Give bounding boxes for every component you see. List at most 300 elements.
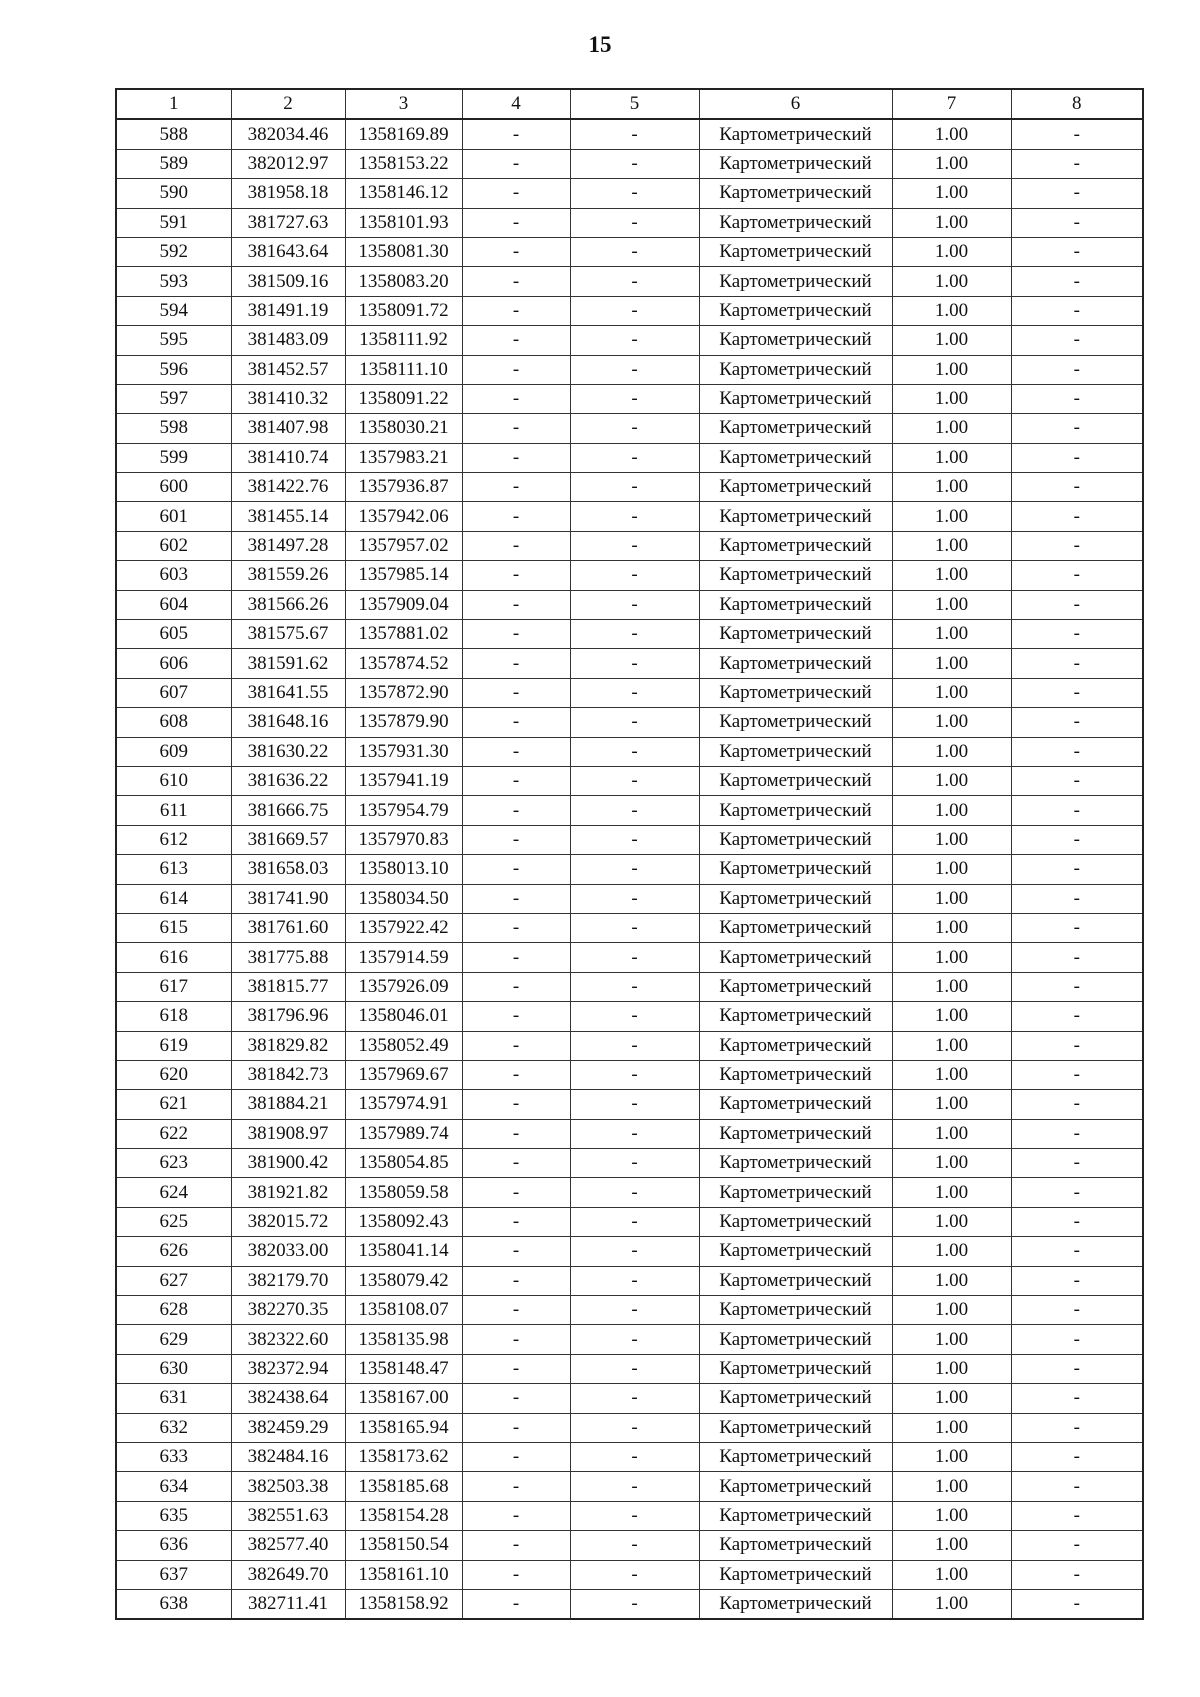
- accuracy-value: 1.00: [892, 267, 1011, 296]
- method-value: Картометрический: [699, 620, 892, 649]
- column-4-value: -: [462, 179, 570, 208]
- column-8-value: -: [1011, 1501, 1143, 1530]
- column-header: 1: [116, 89, 231, 119]
- point-number: 621: [116, 1090, 231, 1119]
- coordinate-y: 1358185.68: [345, 1472, 462, 1501]
- column-4-value: -: [462, 1325, 570, 1354]
- table-row: [116, 1384, 1143, 1413]
- coordinate-x: 381796.96: [231, 1002, 345, 1031]
- column-5-value: -: [570, 1354, 699, 1383]
- coordinate-x: 381727.63: [231, 208, 345, 237]
- accuracy-value: 1.00: [892, 1354, 1011, 1383]
- point-number: 599: [116, 443, 231, 472]
- accuracy-value: 1.00: [892, 237, 1011, 266]
- method-value: Картометрический: [699, 1119, 892, 1148]
- column-4-value: -: [462, 473, 570, 502]
- column-5-value: -: [570, 414, 699, 443]
- accuracy-value: 1.00: [892, 620, 1011, 649]
- coordinate-y: 1357909.04: [345, 590, 462, 619]
- coordinate-y: 1358030.21: [345, 414, 462, 443]
- method-value: Картометрический: [699, 355, 892, 384]
- column-5-value: -: [570, 1413, 699, 1442]
- table-row: [116, 1178, 1143, 1207]
- coordinate-x: 381566.26: [231, 590, 345, 619]
- column-4-value: -: [462, 531, 570, 560]
- column-header: 6: [699, 89, 892, 119]
- column-8-value: -: [1011, 1472, 1143, 1501]
- point-number: 623: [116, 1149, 231, 1178]
- column-5-value: -: [570, 119, 699, 149]
- column-8-value: -: [1011, 208, 1143, 237]
- point-number: 638: [116, 1589, 231, 1619]
- coordinate-y: 1357942.06: [345, 502, 462, 531]
- accuracy-value: 1.00: [892, 561, 1011, 590]
- coordinate-y: 1357970.83: [345, 825, 462, 854]
- table-row: [116, 766, 1143, 795]
- column-5-value: -: [570, 855, 699, 884]
- column-8-value: -: [1011, 1325, 1143, 1354]
- column-8-value: -: [1011, 590, 1143, 619]
- table-row: [116, 561, 1143, 590]
- coordinate-y: 1358167.00: [345, 1384, 462, 1413]
- coordinate-y: 1358111.10: [345, 355, 462, 384]
- column-4-value: -: [462, 237, 570, 266]
- column-5-value: -: [570, 1531, 699, 1560]
- accuracy-value: 1.00: [892, 1413, 1011, 1442]
- coordinate-x: 382459.29: [231, 1413, 345, 1442]
- point-number: 594: [116, 296, 231, 325]
- column-5-value: -: [570, 1472, 699, 1501]
- coordinate-y: 1358079.42: [345, 1266, 462, 1295]
- column-8-value: -: [1011, 1178, 1143, 1207]
- column-5-value: -: [570, 208, 699, 237]
- coordinate-x: 382012.97: [231, 149, 345, 178]
- coordinate-y: 1357881.02: [345, 620, 462, 649]
- point-number: 589: [116, 149, 231, 178]
- table-row: [116, 443, 1143, 472]
- coordinate-y: 1358092.43: [345, 1207, 462, 1236]
- point-number: 595: [116, 326, 231, 355]
- table-row: [116, 1060, 1143, 1089]
- accuracy-value: 1.00: [892, 1384, 1011, 1413]
- accuracy-value: 1.00: [892, 502, 1011, 531]
- point-number: 615: [116, 913, 231, 942]
- column-8-value: -: [1011, 825, 1143, 854]
- column-8-value: -: [1011, 649, 1143, 678]
- method-value: Картометрический: [699, 1325, 892, 1354]
- accuracy-value: 1.00: [892, 1060, 1011, 1089]
- table-row: [116, 1501, 1143, 1530]
- table-row: [116, 1472, 1143, 1501]
- accuracy-value: 1.00: [892, 1589, 1011, 1619]
- column-8-value: -: [1011, 1531, 1143, 1560]
- column-header: 5: [570, 89, 699, 119]
- column-4-value: -: [462, 708, 570, 737]
- point-number: 601: [116, 502, 231, 531]
- column-4-value: -: [462, 1442, 570, 1471]
- accuracy-value: 1.00: [892, 531, 1011, 560]
- point-number: 618: [116, 1002, 231, 1031]
- coordinate-y: 1358154.28: [345, 1501, 462, 1530]
- column-8-value: -: [1011, 1266, 1143, 1295]
- coordinate-x: 381658.03: [231, 855, 345, 884]
- coordinate-y: 1358150.54: [345, 1531, 462, 1560]
- column-8-value: -: [1011, 1560, 1143, 1589]
- column-header: 4: [462, 89, 570, 119]
- table-row: [116, 237, 1143, 266]
- column-5-value: -: [570, 1501, 699, 1530]
- column-8-value: -: [1011, 1031, 1143, 1060]
- table-row: [116, 1325, 1143, 1354]
- column-4-value: -: [462, 590, 570, 619]
- table-row: [116, 1560, 1143, 1589]
- point-number: 600: [116, 473, 231, 502]
- coordinate-x: 381921.82: [231, 1178, 345, 1207]
- accuracy-value: 1.00: [892, 1002, 1011, 1031]
- method-value: Картометрический: [699, 737, 892, 766]
- column-4-value: -: [462, 737, 570, 766]
- coordinate-x: 382711.41: [231, 1589, 345, 1619]
- method-value: Картометрический: [699, 119, 892, 149]
- coordinate-x: 382033.00: [231, 1237, 345, 1266]
- coordinate-x: 381559.26: [231, 561, 345, 590]
- accuracy-value: 1.00: [892, 913, 1011, 942]
- table-row: [116, 1207, 1143, 1236]
- column-4-value: -: [462, 943, 570, 972]
- accuracy-value: 1.00: [892, 1442, 1011, 1471]
- method-value: Картометрический: [699, 1560, 892, 1589]
- table-row: [116, 620, 1143, 649]
- column-4-value: -: [462, 855, 570, 884]
- point-number: 637: [116, 1560, 231, 1589]
- column-4-value: -: [462, 1031, 570, 1060]
- column-header: 2: [231, 89, 345, 119]
- accuracy-value: 1.00: [892, 443, 1011, 472]
- coordinate-y: 1357926.09: [345, 972, 462, 1001]
- column-5-value: -: [570, 355, 699, 384]
- column-4-value: -: [462, 119, 570, 149]
- point-number: 588: [116, 119, 231, 149]
- column-4-value: -: [462, 1237, 570, 1266]
- coordinate-y: 1358148.47: [345, 1354, 462, 1383]
- column-8-value: -: [1011, 972, 1143, 1001]
- column-8-value: -: [1011, 267, 1143, 296]
- column-5-value: -: [570, 1560, 699, 1589]
- coordinate-x: 381900.42: [231, 1149, 345, 1178]
- point-number: 611: [116, 796, 231, 825]
- coordinate-y: 1358111.92: [345, 326, 462, 355]
- method-value: Картометрический: [699, 1266, 892, 1295]
- coordinate-x: 381741.90: [231, 884, 345, 913]
- coordinate-x: 381761.60: [231, 913, 345, 942]
- method-value: Картометрический: [699, 267, 892, 296]
- column-5-value: -: [570, 1589, 699, 1619]
- coordinate-y: 1358153.22: [345, 149, 462, 178]
- accuracy-value: 1.00: [892, 414, 1011, 443]
- column-4-value: -: [462, 1472, 570, 1501]
- method-value: Картометрический: [699, 1442, 892, 1471]
- column-4-value: -: [462, 149, 570, 178]
- coordinate-y: 1358013.10: [345, 855, 462, 884]
- column-4-value: -: [462, 1560, 570, 1589]
- point-number: 635: [116, 1501, 231, 1530]
- accuracy-value: 1.00: [892, 943, 1011, 972]
- column-5-value: -: [570, 1237, 699, 1266]
- point-number: 631: [116, 1384, 231, 1413]
- method-value: Картометрический: [699, 913, 892, 942]
- point-number: 614: [116, 884, 231, 913]
- table-row: [116, 796, 1143, 825]
- column-8-value: -: [1011, 855, 1143, 884]
- column-5-value: -: [570, 1325, 699, 1354]
- column-4-value: -: [462, 443, 570, 472]
- coordinate-x: 381815.77: [231, 972, 345, 1001]
- coordinate-x: 381455.14: [231, 502, 345, 531]
- point-number: 609: [116, 737, 231, 766]
- point-number: 598: [116, 414, 231, 443]
- point-number: 630: [116, 1354, 231, 1383]
- table-row: [116, 708, 1143, 737]
- accuracy-value: 1.00: [892, 1031, 1011, 1060]
- column-5-value: -: [570, 1119, 699, 1148]
- method-value: Картометрический: [699, 561, 892, 590]
- column-4-value: -: [462, 1531, 570, 1560]
- coordinate-x: 381410.74: [231, 443, 345, 472]
- column-5-value: -: [570, 1207, 699, 1236]
- column-5-value: -: [570, 766, 699, 795]
- column-4-value: -: [462, 1002, 570, 1031]
- coordinate-y: 1357914.59: [345, 943, 462, 972]
- table-row: [116, 384, 1143, 413]
- table-header-row: [116, 89, 1143, 119]
- coordinate-x: 382577.40: [231, 1531, 345, 1560]
- column-8-value: -: [1011, 296, 1143, 325]
- column-5-value: -: [570, 1060, 699, 1089]
- column-8-value: -: [1011, 766, 1143, 795]
- accuracy-value: 1.00: [892, 590, 1011, 619]
- method-value: Картометрический: [699, 1002, 892, 1031]
- table-row: [116, 296, 1143, 325]
- column-5-value: -: [570, 590, 699, 619]
- point-number: 602: [116, 531, 231, 560]
- method-value: Картометрический: [699, 443, 892, 472]
- column-5-value: -: [570, 1002, 699, 1031]
- method-value: Картометрический: [699, 708, 892, 737]
- accuracy-value: 1.00: [892, 1266, 1011, 1295]
- table-row: [116, 1354, 1143, 1383]
- column-4-value: -: [462, 972, 570, 1001]
- coordinate-x: 381407.98: [231, 414, 345, 443]
- column-5-value: -: [570, 620, 699, 649]
- column-5-value: -: [570, 884, 699, 913]
- column-5-value: -: [570, 1090, 699, 1119]
- table-row: [116, 208, 1143, 237]
- table-row: [116, 913, 1143, 942]
- column-4-value: -: [462, 766, 570, 795]
- column-8-value: -: [1011, 326, 1143, 355]
- method-value: Картометрический: [699, 414, 892, 443]
- coordinate-y: 1358083.20: [345, 267, 462, 296]
- coordinate-x: 382034.46: [231, 119, 345, 149]
- point-number: 605: [116, 620, 231, 649]
- column-8-value: -: [1011, 1442, 1143, 1471]
- column-4-value: -: [462, 208, 570, 237]
- coordinate-y: 1358052.49: [345, 1031, 462, 1060]
- method-value: Картометрический: [699, 825, 892, 854]
- coordinate-y: 1358135.98: [345, 1325, 462, 1354]
- column-5-value: -: [570, 678, 699, 707]
- column-8-value: -: [1011, 1002, 1143, 1031]
- coordinate-x: 381491.19: [231, 296, 345, 325]
- coordinate-x: 381591.62: [231, 649, 345, 678]
- column-8-value: -: [1011, 1090, 1143, 1119]
- point-number: 636: [116, 1531, 231, 1560]
- method-value: Картометрический: [699, 1501, 892, 1530]
- column-8-value: -: [1011, 237, 1143, 266]
- column-4-value: -: [462, 1060, 570, 1089]
- table-row: [116, 855, 1143, 884]
- point-number: 591: [116, 208, 231, 237]
- column-4-value: -: [462, 296, 570, 325]
- coordinate-y: 1358165.94: [345, 1413, 462, 1442]
- accuracy-value: 1.00: [892, 796, 1011, 825]
- accuracy-value: 1.00: [892, 972, 1011, 1001]
- coordinate-x: 381666.75: [231, 796, 345, 825]
- column-8-value: -: [1011, 531, 1143, 560]
- coordinate-x: 381958.18: [231, 179, 345, 208]
- column-8-value: -: [1011, 414, 1143, 443]
- column-4-value: -: [462, 1090, 570, 1119]
- column-8-value: -: [1011, 1296, 1143, 1325]
- point-number: 596: [116, 355, 231, 384]
- table-row: [116, 267, 1143, 296]
- table-row: [116, 1266, 1143, 1295]
- column-8-value: -: [1011, 443, 1143, 472]
- method-value: Картометрический: [699, 326, 892, 355]
- point-number: 606: [116, 649, 231, 678]
- coordinate-x: 382372.94: [231, 1354, 345, 1383]
- method-value: Картометрический: [699, 943, 892, 972]
- coordinate-y: 1358173.62: [345, 1442, 462, 1471]
- coordinate-x: 382179.70: [231, 1266, 345, 1295]
- coordinate-x: 381842.73: [231, 1060, 345, 1089]
- point-number: 607: [116, 678, 231, 707]
- column-5-value: -: [570, 796, 699, 825]
- column-8-value: -: [1011, 913, 1143, 942]
- column-4-value: -: [462, 1266, 570, 1295]
- point-number: 625: [116, 1207, 231, 1236]
- coordinate-y: 1358081.30: [345, 237, 462, 266]
- column-8-value: -: [1011, 1207, 1143, 1236]
- accuracy-value: 1.00: [892, 678, 1011, 707]
- column-5-value: -: [570, 296, 699, 325]
- column-5-value: -: [570, 913, 699, 942]
- table-body: [116, 119, 1143, 1619]
- column-8-value: -: [1011, 708, 1143, 737]
- column-5-value: -: [570, 1149, 699, 1178]
- column-5-value: -: [570, 708, 699, 737]
- column-5-value: -: [570, 1442, 699, 1471]
- column-8-value: -: [1011, 678, 1143, 707]
- accuracy-value: 1.00: [892, 1090, 1011, 1119]
- accuracy-value: 1.00: [892, 1149, 1011, 1178]
- coordinate-x: 381497.28: [231, 531, 345, 560]
- coordinate-x: 381908.97: [231, 1119, 345, 1148]
- column-5-value: -: [570, 649, 699, 678]
- method-value: Картометрический: [699, 678, 892, 707]
- column-8-value: -: [1011, 149, 1143, 178]
- coordinate-y: 1357954.79: [345, 796, 462, 825]
- column-5-value: -: [570, 1178, 699, 1207]
- coordinate-x: 382551.63: [231, 1501, 345, 1530]
- column-8-value: -: [1011, 473, 1143, 502]
- column-5-value: -: [570, 326, 699, 355]
- column-8-value: -: [1011, 1060, 1143, 1089]
- table-row: [116, 737, 1143, 766]
- method-value: Картометрический: [699, 1531, 892, 1560]
- accuracy-value: 1.00: [892, 119, 1011, 149]
- column-8-value: -: [1011, 1149, 1143, 1178]
- accuracy-value: 1.00: [892, 149, 1011, 178]
- coordinate-y: 1358046.01: [345, 1002, 462, 1031]
- column-4-value: -: [462, 1296, 570, 1325]
- coordinate-x: 381669.57: [231, 825, 345, 854]
- table-row: [116, 678, 1143, 707]
- accuracy-value: 1.00: [892, 1472, 1011, 1501]
- accuracy-value: 1.00: [892, 766, 1011, 795]
- table-row: [116, 1531, 1143, 1560]
- coordinate-y: 1358091.22: [345, 384, 462, 413]
- coordinate-y: 1358041.14: [345, 1237, 462, 1266]
- point-number: 626: [116, 1237, 231, 1266]
- column-5-value: -: [570, 972, 699, 1001]
- column-5-value: -: [570, 179, 699, 208]
- table-row: [116, 531, 1143, 560]
- coordinate-y: 1358091.72: [345, 296, 462, 325]
- coordinate-y: 1357989.74: [345, 1119, 462, 1148]
- column-8-value: -: [1011, 502, 1143, 531]
- coordinate-x: 381775.88: [231, 943, 345, 972]
- accuracy-value: 1.00: [892, 1237, 1011, 1266]
- accuracy-value: 1.00: [892, 296, 1011, 325]
- column-4-value: -: [462, 1149, 570, 1178]
- column-header: 3: [345, 89, 462, 119]
- accuracy-value: 1.00: [892, 384, 1011, 413]
- coordinate-x: 381636.22: [231, 766, 345, 795]
- column-5-value: -: [570, 561, 699, 590]
- coordinate-x: 381648.16: [231, 708, 345, 737]
- coordinate-y: 1357874.52: [345, 649, 462, 678]
- point-number: 590: [116, 179, 231, 208]
- method-value: Картометрический: [699, 1472, 892, 1501]
- method-value: Картометрический: [699, 179, 892, 208]
- coordinate-x: 381829.82: [231, 1031, 345, 1060]
- table-row: [116, 972, 1143, 1001]
- table-row: [116, 884, 1143, 913]
- table-row: [116, 1589, 1143, 1619]
- table-row: [116, 1002, 1143, 1031]
- point-number: 593: [116, 267, 231, 296]
- method-value: Картометрический: [699, 1149, 892, 1178]
- column-5-value: -: [570, 384, 699, 413]
- column-8-value: -: [1011, 1589, 1143, 1619]
- table-row: [116, 149, 1143, 178]
- point-number: 633: [116, 1442, 231, 1471]
- column-8-value: -: [1011, 796, 1143, 825]
- column-4-value: -: [462, 1589, 570, 1619]
- column-8-value: -: [1011, 1384, 1143, 1413]
- column-8-value: -: [1011, 561, 1143, 590]
